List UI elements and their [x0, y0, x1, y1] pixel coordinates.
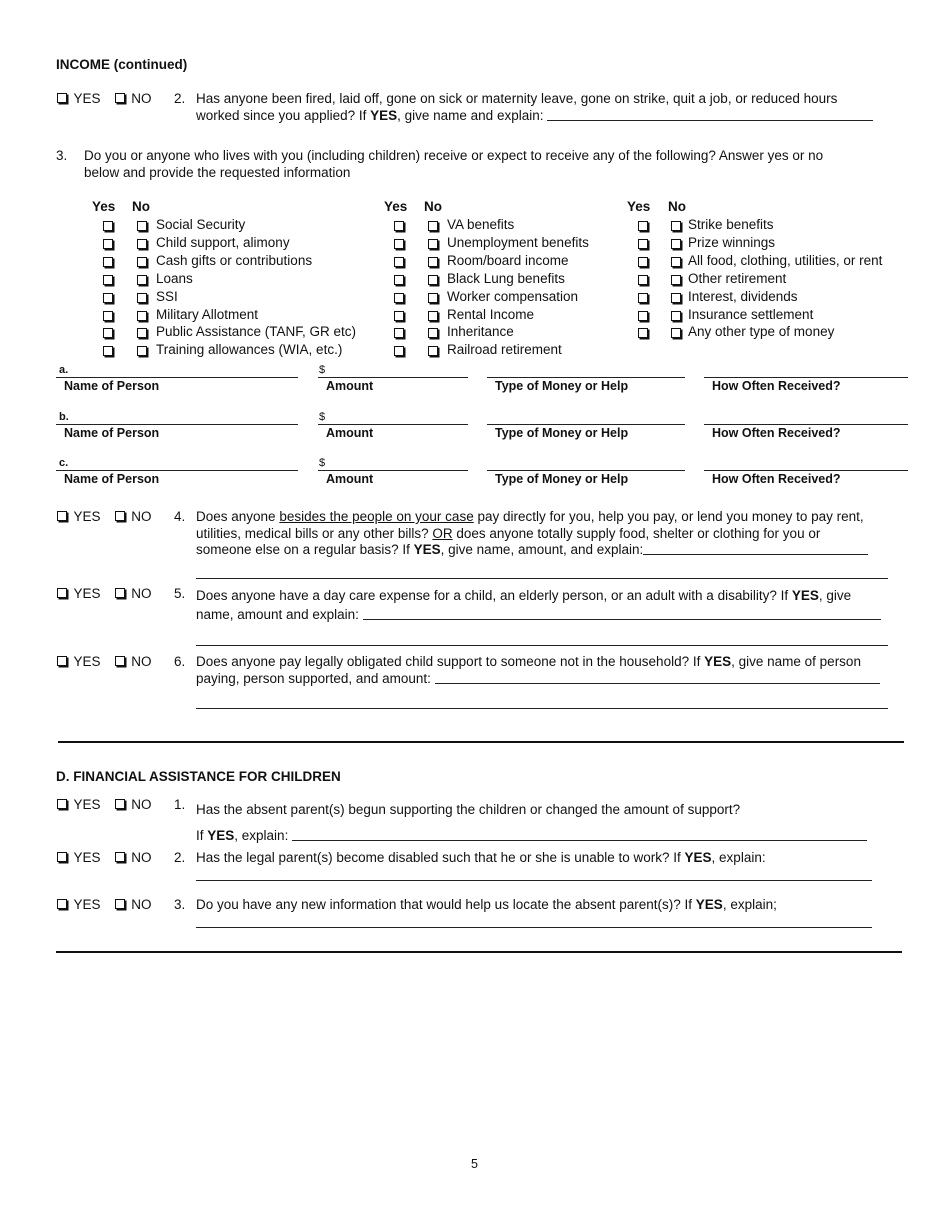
q2-yes-bold: YES: [370, 107, 398, 123]
no-label: NO: [131, 850, 152, 865]
q6-yes-checkbox[interactable]: [57, 656, 67, 666]
income-no-checkbox[interactable]: [671, 311, 681, 321]
q5-yes-checkbox[interactable]: [57, 588, 67, 598]
yes-label: YES: [73, 586, 101, 601]
income-yes-checkbox[interactable]: [103, 311, 113, 321]
income-yes-checkbox[interactable]: [638, 221, 648, 231]
d1-no-checkbox[interactable]: [115, 799, 125, 809]
q4-text: [196, 509, 896, 559]
yes-label: YES: [73, 509, 101, 524]
d1-answer-line[interactable]: [292, 829, 867, 841]
q2-text: [196, 91, 896, 124]
q6-text: [196, 654, 896, 687]
entry-letter: b.: [59, 411, 69, 423]
d1-l2b: , explain:: [234, 828, 293, 843]
type-of-money-line[interactable]: [487, 424, 685, 425]
yes-label: YES: [73, 897, 101, 912]
col2-yes-header: Yes: [384, 199, 408, 214]
no-label: NO: [131, 586, 152, 601]
income-yes-checkbox[interactable]: [638, 257, 648, 267]
income-no-checkbox[interactable]: [137, 275, 147, 285]
q4-l3a: someone else on a regular basis? If: [196, 542, 414, 557]
q4-l1b: pay directly for you, help you pay, or lend you money to pay rent,: [473, 509, 864, 524]
income-type-label: Black Lung benefits: [447, 270, 565, 286]
q4-yes-no: [57, 509, 152, 524]
income-type-label: Strike benefits: [688, 217, 774, 232]
d1-l2a: If: [196, 828, 208, 843]
income-type-label: Worker compensation: [447, 288, 579, 304]
d2-number: 2.: [174, 850, 186, 865]
no-label: NO: [131, 897, 152, 912]
q2-answer-line[interactable]: [547, 109, 873, 121]
name-of-person-line[interactable]: [56, 470, 298, 471]
income-yes-checkbox[interactable]: [638, 328, 648, 338]
income-type-label: Unemployment benefits: [447, 234, 589, 250]
q5-answer-line[interactable]: [363, 608, 881, 620]
q5-text: [196, 586, 896, 624]
d3-l1b: , explain;: [722, 897, 777, 912]
d3-text: [196, 897, 896, 914]
q5-l2: name, amount and explain:: [196, 607, 363, 622]
income-yes-checkbox[interactable]: [394, 257, 404, 267]
q2-yes-checkbox[interactable]: [57, 93, 67, 103]
d3-l1a: Do you have any new information that would help us locate the absent parent(s)? If: [196, 897, 696, 912]
q5-l1b: , give: [818, 588, 852, 603]
amount-line[interactable]: [318, 377, 468, 378]
q4-answer-line-2[interactable]: [196, 578, 888, 579]
col1-no-header: No: [132, 199, 150, 214]
q4-l1a: Does anyone: [196, 509, 280, 524]
income-type-label: VA benefits: [447, 217, 515, 232]
col3-no-header: No: [668, 199, 686, 214]
type-of-money-label: Type of Money or Help: [495, 426, 629, 440]
how-often-label: How Often Received?: [712, 379, 841, 393]
income-yes-checkbox[interactable]: [394, 239, 404, 249]
income-type-label: Inheritance: [447, 324, 514, 340]
q6-number: 6.: [174, 654, 186, 669]
bottom-divider: [56, 951, 902, 953]
q4-l2a: utilities, medical bills or any other bills?: [196, 525, 433, 541]
d1-yes-no: [57, 797, 152, 812]
entry-dollar-sign: $: [319, 364, 326, 376]
d3-answer-line[interactable]: [196, 927, 872, 928]
d3-yes-bold: YES: [695, 897, 723, 912]
q3-line1: Do you or anyone who lives with you (including children) receive or expect to receive any of the following? Answer yes or no: [84, 148, 824, 163]
income-no-checkbox[interactable]: [428, 346, 438, 356]
income-type-label: Insurance settlement: [688, 306, 814, 322]
d2-no-checkbox[interactable]: [115, 852, 125, 862]
income-yes-checkbox[interactable]: [394, 311, 404, 321]
col3-yes-header: Yes: [627, 199, 651, 214]
income-yes-checkbox[interactable]: [638, 311, 648, 321]
income-no-checkbox[interactable]: [428, 328, 438, 338]
income-yes-checkbox[interactable]: [103, 221, 113, 231]
amount-line[interactable]: [318, 470, 468, 471]
name-of-person-label: Name of Person: [64, 426, 160, 440]
entry-dollar-sign: $: [319, 411, 326, 423]
entry-letter: c.: [59, 457, 69, 469]
no-label: NO: [131, 509, 152, 524]
income-type-label: SSI: [156, 288, 178, 304]
q4-answer-line[interactable]: [643, 543, 868, 555]
income-no-checkbox[interactable]: [428, 257, 438, 267]
income-type-label: Railroad retirement: [447, 342, 562, 358]
how-often-line[interactable]: [704, 470, 908, 471]
income-type-label: Public Assistance (TANF, GR etc): [156, 324, 357, 340]
income-no-checkbox[interactable]: [428, 221, 438, 231]
type-of-money-line[interactable]: [487, 470, 685, 471]
no-label: NO: [131, 797, 152, 812]
income-no-checkbox[interactable]: [671, 328, 681, 338]
q2-number: 2.: [174, 91, 186, 106]
income-type-label: Child support, alimony: [156, 234, 290, 250]
q4-yes-checkbox[interactable]: [57, 511, 67, 521]
d2-yes-no: [57, 850, 152, 865]
q2-line2-post: , give name and explain:: [397, 107, 548, 123]
d1-number: 1.: [174, 797, 186, 812]
q6-l1a: Does anyone pay legally obligated child support to someone not in the household? If: [196, 654, 705, 669]
income-no-checkbox[interactable]: [671, 293, 681, 303]
q4-l3b: , give name, amount, and explain:: [440, 542, 644, 557]
d2-l1a: Has the legal parent(s) become disabled such that he or she is unable to work? If: [196, 850, 685, 865]
income-yes-checkbox[interactable]: [394, 328, 404, 338]
income-type-label: Prize winnings: [688, 234, 776, 250]
income-type-label: Training allowances (WIA, etc.): [156, 342, 343, 358]
income-yes-checkbox[interactable]: [638, 239, 648, 249]
income-no-checkbox[interactable]: [428, 239, 438, 249]
q5-yes-bold: YES: [791, 588, 819, 603]
name-of-person-line[interactable]: [56, 424, 298, 425]
name-of-person-line[interactable]: [56, 377, 298, 378]
income-yes-checkbox[interactable]: [394, 346, 404, 356]
amount-label: Amount: [326, 472, 374, 486]
type-of-money-line[interactable]: [487, 377, 685, 378]
d3-number: 3.: [174, 897, 186, 912]
q3-line2: below and provide the requested information: [84, 164, 351, 180]
income-type-label: Rental Income: [447, 306, 535, 322]
income-no-checkbox[interactable]: [137, 311, 147, 321]
yes-label: YES: [73, 850, 101, 865]
income-no-checkbox[interactable]: [671, 239, 681, 249]
entry-dollar-sign: $: [319, 457, 326, 469]
how-often-label: How Often Received?: [712, 426, 841, 440]
income-type-label: Room/board income: [447, 252, 569, 268]
income-no-checkbox[interactable]: [137, 293, 147, 303]
q3-text: [84, 148, 823, 181]
how-often-line[interactable]: [704, 377, 908, 378]
type-of-money-label: Type of Money or Help: [495, 472, 629, 486]
income-yes-checkbox[interactable]: [638, 275, 648, 285]
q6-l2: paying, person supported, and amount:: [196, 670, 435, 686]
amount-label: Amount: [326, 426, 374, 440]
q6-yes-bold: YES: [704, 654, 732, 669]
q2-line2: worked since you applied? If: [196, 107, 371, 123]
d2-text: [196, 850, 896, 867]
q5-yes-no: [57, 586, 152, 601]
income-yes-checkbox[interactable]: [103, 257, 113, 267]
d1-l1: Has the absent parent(s) begun supporting the children or changed the amount of support?: [196, 802, 741, 817]
no-label: NO: [131, 91, 152, 106]
col1-yes-header: Yes: [92, 199, 116, 214]
income-no-checkbox[interactable]: [428, 275, 438, 285]
d3-yes-no: [57, 897, 152, 912]
how-often-label: How Often Received?: [712, 472, 841, 486]
income-no-checkbox[interactable]: [137, 328, 147, 338]
d2-yes-checkbox[interactable]: [57, 852, 67, 862]
q6-answer-line[interactable]: [435, 672, 880, 684]
name-of-person-label: Name of Person: [64, 379, 160, 393]
income-no-checkbox[interactable]: [137, 257, 147, 267]
section-d-heading: D. FINANCIAL ASSISTANCE FOR CHILDREN: [56, 769, 341, 784]
income-no-checkbox[interactable]: [137, 239, 147, 249]
q4-no-checkbox[interactable]: [115, 511, 125, 521]
section-heading: INCOME (continued): [56, 57, 188, 72]
q6-no-checkbox[interactable]: [115, 656, 125, 666]
col2-no-header: No: [424, 199, 442, 214]
income-type-label: Other retirement: [688, 270, 787, 286]
q2-line1: Has anyone been fired, laid off, gone on sick or maternity leave, gone on strike, quit a job, or reduced hours: [196, 91, 838, 106]
q6-answer-line-2[interactable]: [196, 708, 888, 709]
income-yes-checkbox[interactable]: [103, 346, 113, 356]
type-of-money-label: Type of Money or Help: [495, 379, 629, 393]
q4-l1-underline: besides the people on your case: [279, 509, 474, 524]
income-type-label: All food, clothing, utilities, or rent: [688, 252, 883, 268]
income-yes-checkbox[interactable]: [103, 293, 113, 303]
income-yes-checkbox[interactable]: [103, 328, 113, 338]
page-number: 5: [471, 1157, 478, 1171]
d2-l1b: , explain:: [711, 850, 766, 865]
q5-number: 5.: [174, 586, 186, 601]
q5-answer-line-2[interactable]: [196, 645, 888, 646]
name-of-person-label: Name of Person: [64, 472, 160, 486]
income-no-checkbox[interactable]: [137, 346, 147, 356]
income-no-checkbox[interactable]: [671, 221, 681, 231]
d1-text: [196, 797, 896, 849]
q4-number: 4.: [174, 509, 186, 524]
income-type-label: Any other type of money: [688, 324, 835, 340]
income-yes-checkbox[interactable]: [103, 275, 113, 285]
amount-label: Amount: [326, 379, 374, 393]
income-yes-checkbox[interactable]: [394, 293, 404, 303]
q2-no-checkbox[interactable]: [115, 93, 125, 103]
income-type-label: Social Security: [156, 217, 246, 232]
income-no-checkbox[interactable]: [137, 221, 147, 231]
q4-l2b: does anyone totally supply food, shelter or clothing for you or: [452, 525, 821, 541]
income-type-label: Loans: [156, 270, 193, 286]
yes-label: YES: [73, 654, 101, 669]
income-no-checkbox[interactable]: [671, 275, 681, 285]
income-type-label: Military Allotment: [156, 306, 259, 322]
income-yes-checkbox[interactable]: [638, 293, 648, 303]
d2-yes-bold: YES: [684, 850, 712, 865]
q4-yes-bold: YES: [413, 542, 441, 557]
q3-number: 3.: [56, 148, 68, 163]
entry-letter: a.: [59, 364, 69, 376]
income-yes-checkbox[interactable]: [103, 239, 113, 249]
d3-no-checkbox[interactable]: [115, 899, 125, 909]
q5-l1a: Does anyone have a day care expense for a child, an elderly person, or an adult with a disability? If: [196, 588, 792, 603]
yes-label: YES: [73, 91, 101, 106]
income-no-checkbox[interactable]: [428, 293, 438, 303]
how-often-line[interactable]: [704, 424, 908, 425]
q2-yes-no: [57, 91, 152, 106]
income-no-checkbox[interactable]: [428, 311, 438, 321]
yes-label: YES: [73, 797, 101, 812]
d3-yes-checkbox[interactable]: [57, 899, 67, 909]
q6-l1b: , give name of person: [731, 654, 861, 669]
d1-yes-checkbox[interactable]: [57, 799, 67, 809]
income-type-label: Interest, dividends: [688, 288, 798, 304]
q5-no-checkbox[interactable]: [115, 588, 125, 598]
income-yes-checkbox[interactable]: [394, 275, 404, 285]
income-type-label: Cash gifts or contributions: [156, 252, 313, 268]
no-label: NO: [131, 654, 152, 669]
amount-line[interactable]: [318, 424, 468, 425]
income-no-checkbox[interactable]: [671, 257, 681, 267]
q6-yes-no: [57, 654, 152, 669]
d1-yes-bold: YES: [207, 828, 235, 843]
section-divider: [58, 741, 904, 743]
d2-answer-line[interactable]: [196, 880, 872, 881]
income-yes-checkbox[interactable]: [394, 221, 404, 231]
q4-or-underline: OR: [432, 525, 453, 541]
